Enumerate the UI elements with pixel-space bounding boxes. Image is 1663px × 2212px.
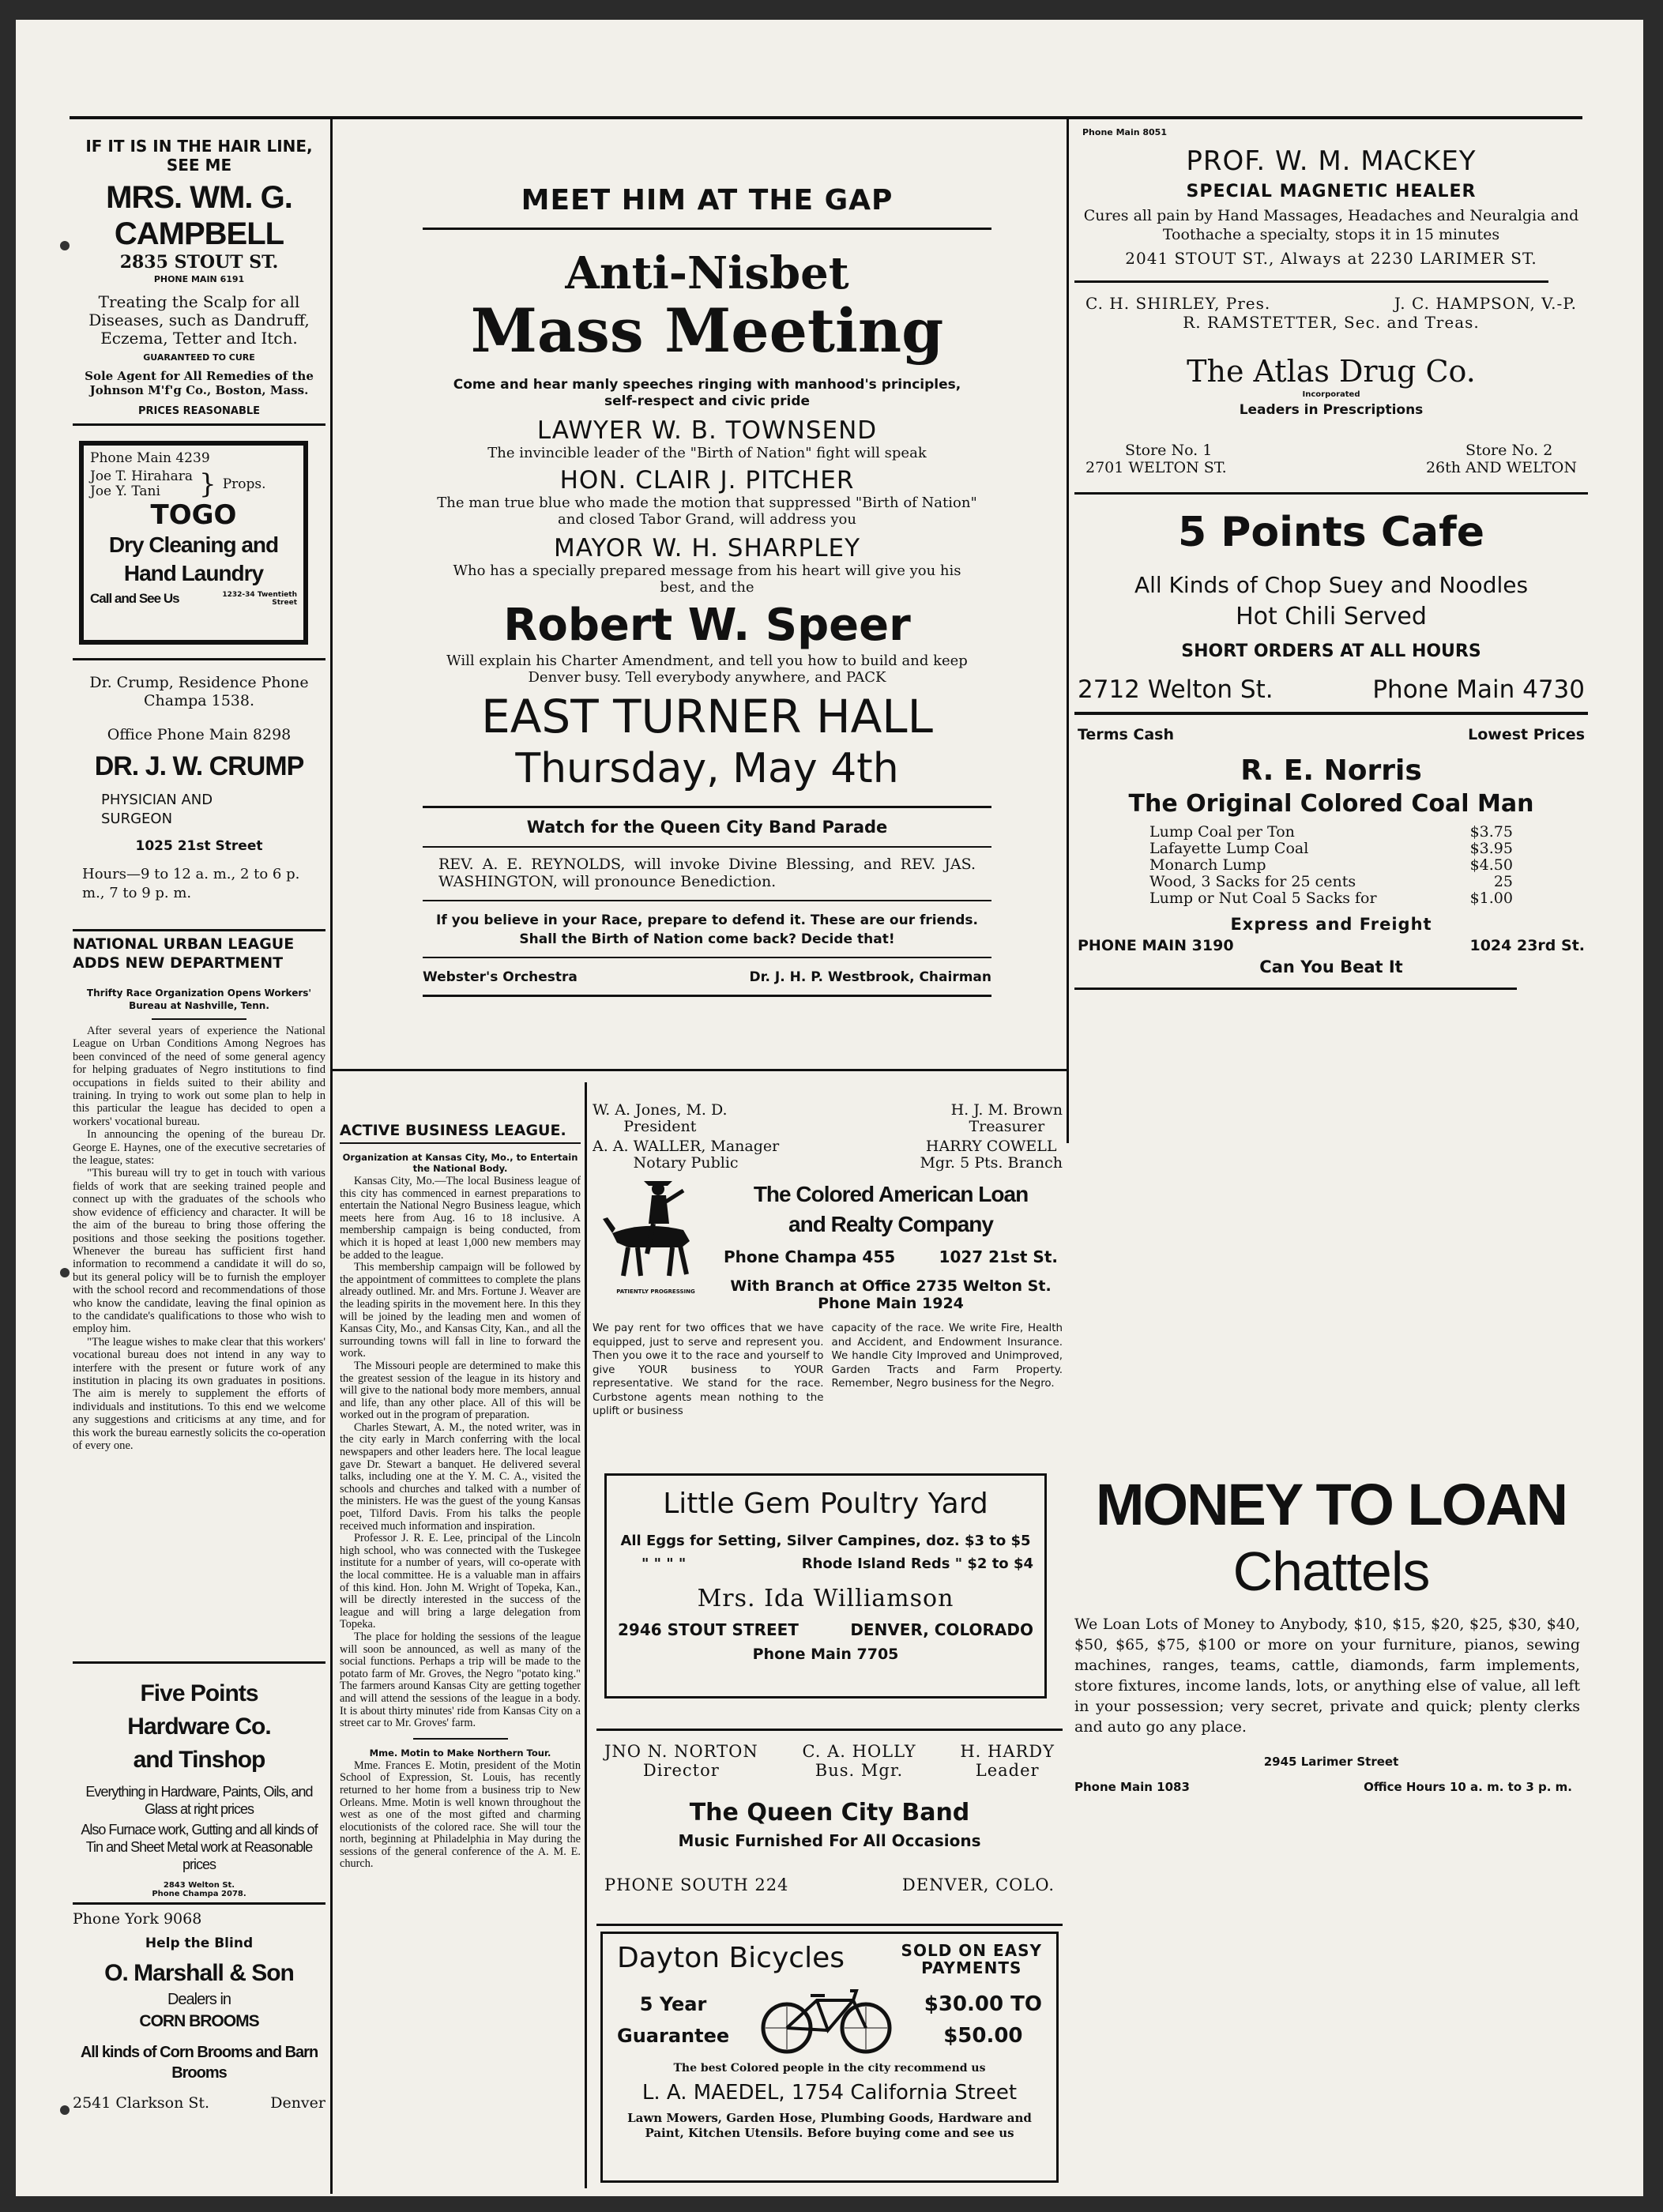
hardware-name-2: Hardware Co. [127, 1714, 271, 1740]
business-subhead: Organization at Kansas City, Mo., to Entertain the National Body. [342, 1152, 578, 1174]
norris-item-price: $4.50 [1469, 856, 1513, 874]
bicycle-recommend: The best Colored people in the city recommend us [673, 2062, 986, 2075]
loan-name-2: and Realty Company [788, 1212, 993, 1236]
column-rule [332, 1069, 1067, 1071]
column-rule [585, 1082, 587, 2188]
hardware-phone: Phone Champa 2078. [152, 1890, 246, 1898]
money-address: 2945 Larimer Street [1263, 1755, 1399, 1769]
bicycle-dealer: L. A. MAEDEL, 1754 California Street [641, 2081, 1018, 2105]
norris-item-name: Lump or Nut Coal 5 Sacks for [1149, 890, 1377, 907]
norris-phone: PHONE MAIN 3190 [1078, 937, 1234, 954]
rally-intro: Come and hear manly speeches ringing with manhood's principles, self-respect and civic pride [453, 377, 961, 409]
hardware-name-3: and Tinshop [133, 1747, 265, 1773]
urban-league-article [73, 935, 325, 1452]
marshall-product: CORN BROOMS [139, 2012, 259, 2030]
norris-item-name: Lump Coal per Ton [1149, 823, 1295, 841]
rally-headline: MEET HIM AT THE GAP [521, 184, 894, 216]
band-member-name: C. A. HOLLY [802, 1742, 916, 1761]
rally-appeal: If you believe in your Race, prepare to defend it. These are our friends. Shall the Birth of Nation come back? Decide that! [436, 912, 978, 947]
crump-hours: Hours—9 to 12 a. m., 2 to 6 p. m., 7 to 9 p. m. [82, 866, 300, 901]
rally-chairman: Dr. J. H. P. Westbrook, Chairman [749, 969, 991, 985]
loan-caption: PATIENTLY PROGRESSING [616, 1288, 695, 1295]
loan-branch-phone: Phone Main 1924 [818, 1295, 964, 1312]
band-city: DENVER, COLO. [901, 1875, 1055, 1894]
mackey-title: SPECIAL MAGNETIC HEALER [1186, 182, 1477, 201]
cafe-line-1: All Kinds of Chop Suey and Noodles [1134, 572, 1529, 598]
crump-title: PHYSICIAN AND SURGEON [101, 792, 213, 827]
atlas-name: The Atlas Drug Co. [1187, 354, 1476, 389]
norris-name: R. E. Norris [1240, 754, 1422, 787]
rally-title-1: Anti-Nisbet [565, 247, 849, 299]
atlas-incorporated: Incorporated [1302, 390, 1360, 399]
atlas-secretary: R. RAMSTETTER, Sec. and Treas. [1183, 313, 1480, 332]
mackey-address: 2041 STOUT ST., Always at 2230 LARIMER ST. [1125, 249, 1537, 268]
norris-prices: Lowest Prices [1468, 726, 1585, 743]
norris-express: Express and Freight [1230, 915, 1432, 934]
band-phone: PHONE SOUTH 224 [604, 1875, 789, 1894]
loan-company-ad [593, 1102, 1063, 1434]
band-member-title: Leader [975, 1761, 1040, 1780]
bicycle-goods: Lawn Mowers, Garden Hose, Plumbing Goods, Hardware and Paint, Kitchen Utensils. Before buying come and see us [627, 2111, 1032, 2140]
column-right [1074, 121, 1588, 2191]
campbell-prices: PRICES REASONABLE [137, 405, 261, 417]
togo-props: Props. [222, 476, 266, 492]
loan-name-1: The Colored American Loan [753, 1182, 1029, 1206]
togo-name: TOGO [150, 499, 237, 531]
marshall-name: O. Marshall & Son [104, 1960, 294, 1986]
bicycle-payments: PAYMENTS [921, 1958, 1022, 1977]
money-body: We Loan Lots of Money to Anybody, $10, $15, $20, $25, $30, $40, $50, $65, $75, $100 or more on your furniture, pianos, sewing machines, ranges, teams, cattle, diamonds, farm implements, store fixtures, income lands, lots, or anything else of value, all left in your possession; very secret, private and quick; plenty clerks and auto go any place. [1074, 1616, 1580, 1736]
campbell-body: Treating the Scalp for all Diseases, such as Dandruff, Eczema, Tetter and Itch. [88, 292, 310, 348]
poultry-ditto: " " " " [641, 1556, 687, 1572]
atlas-store-2: Store No. 2 [1465, 442, 1553, 459]
togo-line-2: Hand Laundry [123, 561, 264, 585]
marshall-city: Denver [270, 2094, 325, 2112]
band-member-name: H. HARDY [960, 1742, 1055, 1761]
atlas-ad [1074, 283, 1588, 476]
motin-headline: Mme. Motin to Make Northern Tour. [369, 1747, 551, 1759]
band-tagline: Music Furnished For All Occasions [678, 1831, 981, 1850]
crump-name: DR. J. W. CRUMP [94, 751, 304, 781]
rally-ad [423, 121, 991, 1053]
band-member-name: JNO N. NORTON [604, 1742, 758, 1761]
column-rule [1067, 116, 1069, 1143]
norris-item-name: Lafayette Lump Coal [1149, 840, 1309, 857]
newspaper-page [16, 20, 1643, 2196]
norris-terms: Terms Cash [1078, 726, 1175, 743]
cafe-line-3: SHORT ORDERS AT ALL HOURS [1181, 641, 1481, 661]
column-rule [70, 116, 1582, 119]
norris-ad [1074, 715, 1588, 976]
binding-hole [60, 241, 70, 250]
mackey-body: Cures all pain by Hand Massages, Headaches and Neuralgia and Toothache a specialty, stops it in 15 minutes [1083, 207, 1579, 243]
marshall-dealers: Dealers in [167, 1991, 231, 2008]
loan-officer-name: W. A. Jones, M. D. [593, 1102, 728, 1119]
norris-item-price: 25 [1493, 873, 1513, 890]
column-rule [330, 116, 333, 2194]
loan-officer-title: Treasurer [969, 1118, 1045, 1135]
bicycle-price-2: $50.00 [943, 2024, 1023, 2048]
band-name: The Queen City Band [689, 1799, 970, 1826]
togo-phone: Phone Main 4239 [90, 450, 210, 466]
money-headline: MONEY TO LOAN [1095, 1472, 1567, 1537]
atlas-store-2-address: 26th AND WELTON [1425, 459, 1577, 476]
bicycle-icon [755, 1984, 897, 2056]
business-headline: ACTIVE BUSINESS LEAGUE. [340, 1122, 581, 1144]
hardware-address: 2843 Welton St. [163, 1881, 235, 1890]
rally-parade: Watch for the Queen City Band Parade [526, 818, 888, 837]
loan-body-right: capacity of the race. We write Fire, Health and Accident, and Endowment Insurance. We handle City Improved and Unimproved, Garden Tracts and Farm Property. Remember, Negro business for the Negro. [831, 1322, 1063, 1390]
cafe-line-2: Hot Chili Served [1236, 603, 1427, 630]
poultry-address: 2946 STOUT STREET [618, 1620, 799, 1639]
loan-branch: With Branch at Office 2735 Welton St. [730, 1277, 1052, 1295]
atlas-tagline: Leaders in Prescriptions [1239, 402, 1424, 418]
business-paragraph: Kansas City, Mo.—The local Business league of this city has commenced in earnest preparations to entertain the National Negro Business league, which meets here from Aug. 16 to 18 inclusive. A membership campaign is being conducted, from which it is hoped at least 1,000 new members may be added to the league. [340, 1175, 581, 1262]
norris-item-price: $3.75 [1469, 823, 1513, 841]
money-phone: Phone Main 1083 [1074, 1780, 1190, 1794]
norris-address: 1024 23rd St. [1469, 937, 1585, 954]
bicycle-name: Dayton Bicycles [617, 1942, 845, 1974]
norris-price-row [1149, 841, 1513, 857]
rally-title-2: Mass Meeting [470, 295, 944, 366]
motin-paragraph: Mme. Frances E. Motin, president of the Motin School of Expression, St. Louis, has recently returned to her home from a business trip to New Orleans. Mme. Motin is well known throughout the west as one of the most gifted and charming elocutionists of the colored race. She will tour the north, beginning at Philadelphia in May during the sessions of the general conference of the A. M. E. church. [340, 1759, 581, 1871]
urban-paragraph: "This bureau will try to get in touch with various fields of work that are seeking trained people and connect up with the graduates of the schools who show evidence of efficiency and character. It will be the aim of the bureau to bring those offering the positions and those seeking the positions together. Whenever the bureau has sufficient first hand information to recommend a candidate it will do so, but its general policy will be to furnish the employer with the school record and recommendations of those who know the candidate, leaving the final opinion as to the candidate's qualifications to those who wish to employ him. [73, 1167, 325, 1336]
atlas-president: C. H. SHIRLEY, Pres. [1085, 294, 1271, 313]
urban-subhead: Thrifty Race Organization Opens Workers' Bureau at Nashville, Tenn. [86, 988, 312, 1011]
money-ad [1074, 1472, 1588, 1794]
column-left [73, 121, 325, 2191]
atlas-vice-president: J. C. HAMPSON, V.-P. [1394, 294, 1577, 313]
urban-paragraph: "The league wishes to make clear that this workers' vocational bureau does not intend in any way to interfere with the present or future work of any institution in placing its own graduates in positions. The aim is merely to supplement the efforts of individuals and institutions. To this end we welcome any suggestions and criticisms at any time, and for this work the bureau earnestly solicits the co-operation of every one. [73, 1335, 325, 1452]
urban-paragraph: In announcing the opening of the bureau Dr. George E. Haynes, one of the executive secretaries of the league, states: [73, 1128, 325, 1168]
togo-line-1: Dry Cleaning and [108, 532, 279, 557]
norris-price-row [1149, 890, 1513, 907]
marshall-line: All kinds of Corn Brooms and Barn Brooms [80, 2044, 318, 2082]
business-paragraph: Charles Stewart, A. M., the noted writer, was in the city early in March conferring with the local newspapers and other leaders here. The local league gave Dr. Stewart a banquet. He delivered several talks, including one at the Y. M. C. A., visited the schools and churches and talked with a number of the ministers. He was the guest of the young Kansas poet, Tilford Davis. From his talks the people received much information and inspiration. [340, 1420, 581, 1533]
atlas-store-1-address: 2701 WELTON ST. [1085, 459, 1227, 476]
rally-speaker-3-desc: Who has a specially prepared message from his heart will give you his best, and the [453, 562, 961, 596]
money-hours: Office Hours 10 a. m. to 3 p. m. [1364, 1780, 1572, 1794]
rally-speaker-2-desc: The man true blue who made the motion that suppressed "Birth of Nation" and closed Tabor Grand, will address you [437, 495, 977, 528]
urban-paragraph: After several years of experience the National League on Urban Conditions Among Negroes has been convinced of the need of some general agency for helping graduates of Negro institutions to find occupations in fields suited to their ability and training. In trying to work out some plan to help in this particular the league has decided to open a workers' vocational bureau. [73, 1025, 325, 1128]
poultry-city: DENVER, COLORADO [850, 1620, 1033, 1639]
business-paragraph: The Missouri people are determined to make this the greatest session of the league in its history and will give to the national body more members, annual and life, than any other place. All of this will be worked out in the program of preparation. [340, 1359, 581, 1422]
rally-speaker-1-desc: The invincible leader of the "Birth of Nation" fight will speak [487, 445, 927, 461]
loan-address: 1027 21st St. [939, 1247, 1058, 1266]
hardware-line-1: Everything in Hardware, Paints, Oils, and Glass at right prices [85, 1784, 313, 1817]
norris-item-price: $1.00 [1469, 890, 1513, 907]
mackey-ad [1074, 121, 1588, 268]
atlas-store-1: Store No. 1 [1125, 442, 1213, 459]
marshall-help: Help the Blind [145, 1936, 254, 1951]
rally-date: Thursday, May 4th [515, 745, 899, 792]
loan-body-left: We pay rent for two offices that we have equipped, just to serve and represent you. Then you owe it to the race and yourself to give YOUR business to YOUR representative. We stand for the race. Curbstone agents mean nothing to the uplift or business [593, 1322, 824, 1417]
marshall-address: 2541 Clarkson St. [73, 2094, 210, 2112]
rally-speaker-2: HON. CLAIR J. PITCHER [559, 466, 855, 495]
rally-venue: EAST TURNER HALL [481, 690, 933, 743]
cafe-name: 5 Points Cafe [1177, 509, 1485, 556]
marshall-phone: Phone York 9068 [73, 1910, 202, 1928]
business-league-article [340, 1122, 581, 2180]
togo-address: 1232-34 Twentieth Street [222, 591, 297, 607]
cafe-ad [1074, 495, 1588, 704]
loan-officer-title: Notary Public [633, 1154, 739, 1172]
business-paragraph: This membership campaign will be followed by the appointment of committees to complete the plans already outlined. Mr. and Mrs. Fortune J. Weaver are the leading spirits in the movement here. In this they will be joined by the leading men and women of Kansas City, Mo., and Kansas City, Kan., and all the surrounding towns will fall in line to forward the work. [340, 1261, 581, 1360]
poultry-ad [604, 1473, 1047, 1698]
mackey-phone: Phone Main 8051 [1082, 127, 1167, 137]
norris-price-list [1149, 824, 1513, 907]
bicycle-sold: SOLD ON EASY [901, 1941, 1042, 1960]
marshall-ad [73, 1910, 325, 2112]
binding-hole [60, 1268, 70, 1277]
poultry-line-1: All Eggs for Setting, Silver Campines, doz. $3 to $5 [620, 1533, 1031, 1549]
togo-call: Call and See Us [90, 591, 179, 606]
rally-orchestra: Webster's Orchestra [423, 969, 578, 985]
donkey-rider-icon [596, 1175, 715, 1285]
norris-beat: Can You Beat It [1259, 957, 1403, 976]
bicycle-guarantee: Guarantee [617, 2025, 730, 2047]
togo-ad: Phone Main 4239 Joe T. Hirahara Joe Y. Tani } Props. TOGO Dry Cleaning and Hand Laundry Call and See Us 1232-34 Twentieth Street [79, 441, 308, 645]
bicycle-price-1: $30.00 TO [924, 1992, 1042, 2016]
poultry-owner: Mrs. Ida Williamson [697, 1585, 954, 1612]
cafe-address: 2712 Welton St. [1078, 675, 1274, 704]
loan-officer-title: Mgr. 5 Pts. Branch [920, 1154, 1063, 1172]
loan-phone: Phone Champa 455 [724, 1247, 896, 1266]
loan-officer-name: A. A. WALLER, Manager [593, 1138, 780, 1155]
poultry-phone: Phone Main 7705 [752, 1646, 899, 1663]
money-sub: Chattels [1232, 1540, 1430, 1602]
campbell-agent: Sole Agent for All Remedies of the Johnson M'f'g Co., Boston, Mass. [85, 369, 314, 397]
loan-officer-name: HARRY COWELL [925, 1138, 1057, 1155]
norris-item-price: $3.95 [1469, 840, 1513, 857]
urban-headline: NATIONAL URBAN LEAGUE ADDS NEW DEPARTMENT [73, 935, 295, 972]
norris-title: The Original Colored Coal Man [1128, 790, 1534, 818]
band-member-title: Director [642, 1761, 720, 1780]
crump-address: 1025 21st Street [135, 838, 263, 854]
campbell-guarantee: GUARANTEED TO CURE [143, 352, 255, 363]
cafe-phone: Phone Main 4730 [1372, 675, 1585, 704]
rally-speaker-4: Robert W. Speer [503, 600, 911, 651]
crump-residence: Dr. Crump, Residence Phone Champa 1538. [89, 674, 309, 709]
norris-price-row [1149, 824, 1513, 841]
bicycle-ad [600, 1932, 1059, 2183]
poultry-line-2: Rhode Island Reds " $2 to $4 [801, 1556, 1033, 1572]
crump-ad [73, 674, 325, 903]
band-ad [596, 1729, 1063, 1926]
rally-clergy: REV. A. E. REYNOLDS, will invoke Divine Blessing, and REV. JAS. WASHINGTON, will pronounce Benediction. [438, 856, 976, 890]
rally-speaker-1: LAWYER W. B. TOWNSEND [536, 416, 878, 445]
rally-speaker-4-desc: Will explain his Charter Amendment, and tell you how to build and keep Denver busy. Tell everybody anywhere, and PACK [446, 653, 968, 686]
poultry-name: Little Gem Poultry Yard [663, 1488, 988, 1520]
togo-owner-1: Joe T. Hirahara [90, 468, 194, 484]
loan-officer-title: President [623, 1118, 697, 1135]
band-member-title: Bus. Mgr. [815, 1761, 904, 1780]
loan-officer-name: H. J. M. Brown [950, 1102, 1063, 1119]
crump-office: Office Phone Main 8298 [107, 726, 292, 743]
hardware-name-1: Five Points [140, 1680, 258, 1706]
business-paragraph: The place for holding the sessions of the league will soon be announced, as well as many of the social functions. Perhaps a trip will be made to the potato farm of Mr. Groves, the Negro "potato king." The farmers around Kansas City are getting together and will attend the sessions of the league in a body. It is about thirty minutes' ride from Kansas City on a street car to Mr. Groves' farm. [340, 1630, 581, 1730]
rally-speaker-3: MAYOR W. H. SHARPLEY [553, 534, 861, 562]
norris-price-row [1149, 874, 1513, 890]
norris-price-row [1149, 857, 1513, 874]
campbell-name: MRS. WM. G. CAMPBELL [106, 180, 292, 251]
campbell-address: 2835 STOUT ST. [119, 252, 279, 273]
norris-item-name: Wood, 3 Sacks for 25 cents [1149, 873, 1356, 890]
binding-hole [60, 2105, 70, 2115]
hardware-line-2: Also Furnace work, Gutting and all kinds of Tin and Sheet Metal work at Reasonable prices [81, 1822, 318, 1872]
bicycle-years: 5 Year [639, 1993, 707, 2015]
campbell-phone: PHONE MAIN 6191 [153, 274, 245, 284]
business-paragraph: Professor J. R. E. Lee, principal of the Lincoln high school, who was connected with the Tuskegee institute for a number of years, will co-operate with the local committee. He is a valuable man in affairs of this kind. Hon. John M. Wright of Topeka, Kan., will be directly interested in the success of the league and will bring a large delegation from Topeka. [340, 1532, 581, 1631]
norris-item-name: Monarch Lump [1149, 856, 1266, 874]
togo-owner-2: Joe Y. Tani [90, 483, 160, 499]
hardware-ad [73, 1677, 325, 1898]
mackey-name: PROF. W. M. MACKEY [1186, 145, 1477, 177]
campbell-ad [73, 121, 325, 417]
campbell-top: IF IT IS IN THE HAIR LINE, SEE ME [85, 137, 313, 175]
